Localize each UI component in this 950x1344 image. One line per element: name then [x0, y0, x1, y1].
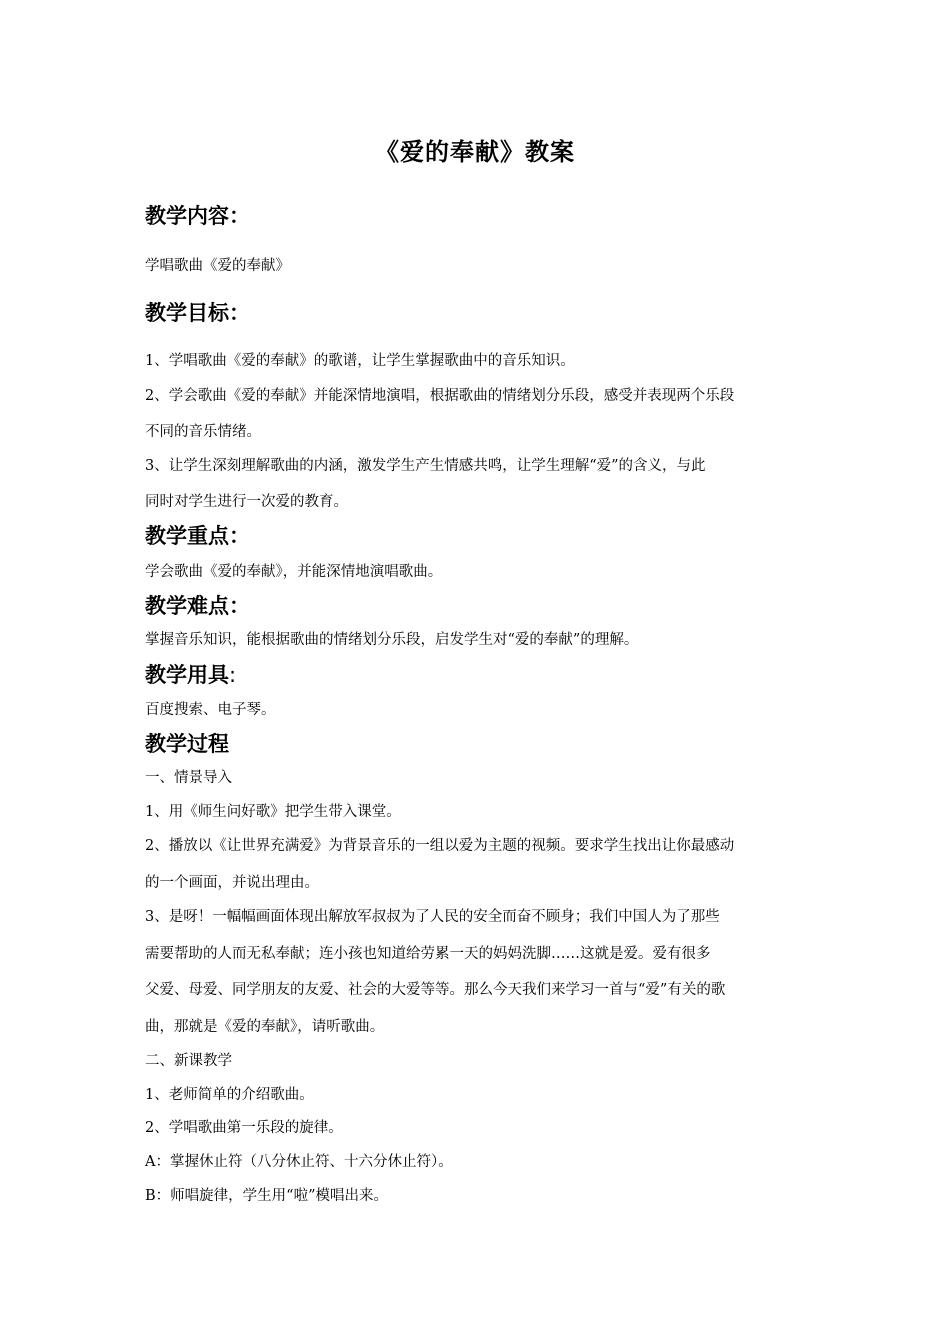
tools-line: 百度搜索、电子琴。 — [145, 702, 276, 718]
content-heading: 教学内容： — [145, 204, 250, 228]
process-line: 3、是呀！一幅幅画面体现出解放军叔叔为了人民的安全而奋不顾身；我们中国人为了那些 — [145, 909, 720, 925]
goals-heading: 教学目标： — [145, 301, 250, 325]
process-line: 2、播放以《让世界充满爱》为背景音乐的一组以爱为主题的视频。要求学生找出让你最感动 — [145, 838, 735, 854]
tools-heading-text: 教学用具 — [145, 663, 229, 687]
content-line: 学唱歌曲《爱的奉献》 — [145, 258, 290, 274]
process-line: 需要帮助的人而无私奉献；连小孩也知道给劳累一天的妈妈洗脚……这就是爱。爱有很多 — [145, 946, 711, 962]
key-points-heading: 教学重点： — [145, 524, 250, 548]
process-line: 父爱、母爱、同学朋友的友爱、社会的大爱等等。那么今天我们来学习一首与“爱”有关的歌 — [145, 982, 726, 998]
process-line: 的一个画面，并说出理由。 — [145, 875, 319, 891]
goals-line: 2、学会歌曲《爱的奉献》并能深情地演唱，根据歌曲的情绪划分乐段，感受并表现两个乐段 — [145, 388, 735, 404]
document-title: 《爱的奉献》教案 — [375, 138, 575, 166]
goals-line: 1、学唱歌曲《爱的奉献》的歌谱，让学生掌握歌曲中的音乐知识。 — [145, 353, 575, 369]
tools-heading — [145, 659, 236, 689]
goals-line: 不同的音乐情绪。 — [145, 424, 261, 440]
difficulties-heading: 教学难点： — [145, 594, 250, 618]
process-line: 2、学唱歌曲第一乐段的旋律。 — [145, 1120, 343, 1136]
process-line: B：师唱旋律，学生用“啦”模唱出来。 — [145, 1188, 388, 1204]
goals-line: 同时对学生进行一次爱的教育。 — [145, 494, 348, 510]
key-points-line: 学会歌曲《爱的奉献》，并能深情地演唱歌曲。 — [145, 564, 443, 580]
process-line: 1、用《师生问好歌》把学生带入课堂。 — [145, 804, 401, 820]
process-line: 1、老师简单的介绍歌曲。 — [145, 1087, 314, 1103]
process-line: 曲，那就是《爱的奉献》，请听歌曲。 — [145, 1019, 385, 1035]
process-line: 二、新课教学 — [145, 1053, 232, 1069]
difficulties-line: 掌握音乐知识，能根据歌曲的情绪划分乐段，启发学生对“爱的奉献”的理解。 — [145, 632, 639, 648]
tools-heading-colon: : — [229, 663, 237, 687]
process-line: 一、情景导入 — [145, 770, 232, 786]
goals-line: 3、让学生深刻理解歌曲的内涵，激发学生产生情感共鸣，让学生理解“爱”的含义，与此 — [145, 458, 706, 474]
process-heading: 教学过程 — [145, 732, 229, 756]
process-line: A：掌握休止符（八分休止符、十六分休止符）。 — [145, 1154, 453, 1170]
